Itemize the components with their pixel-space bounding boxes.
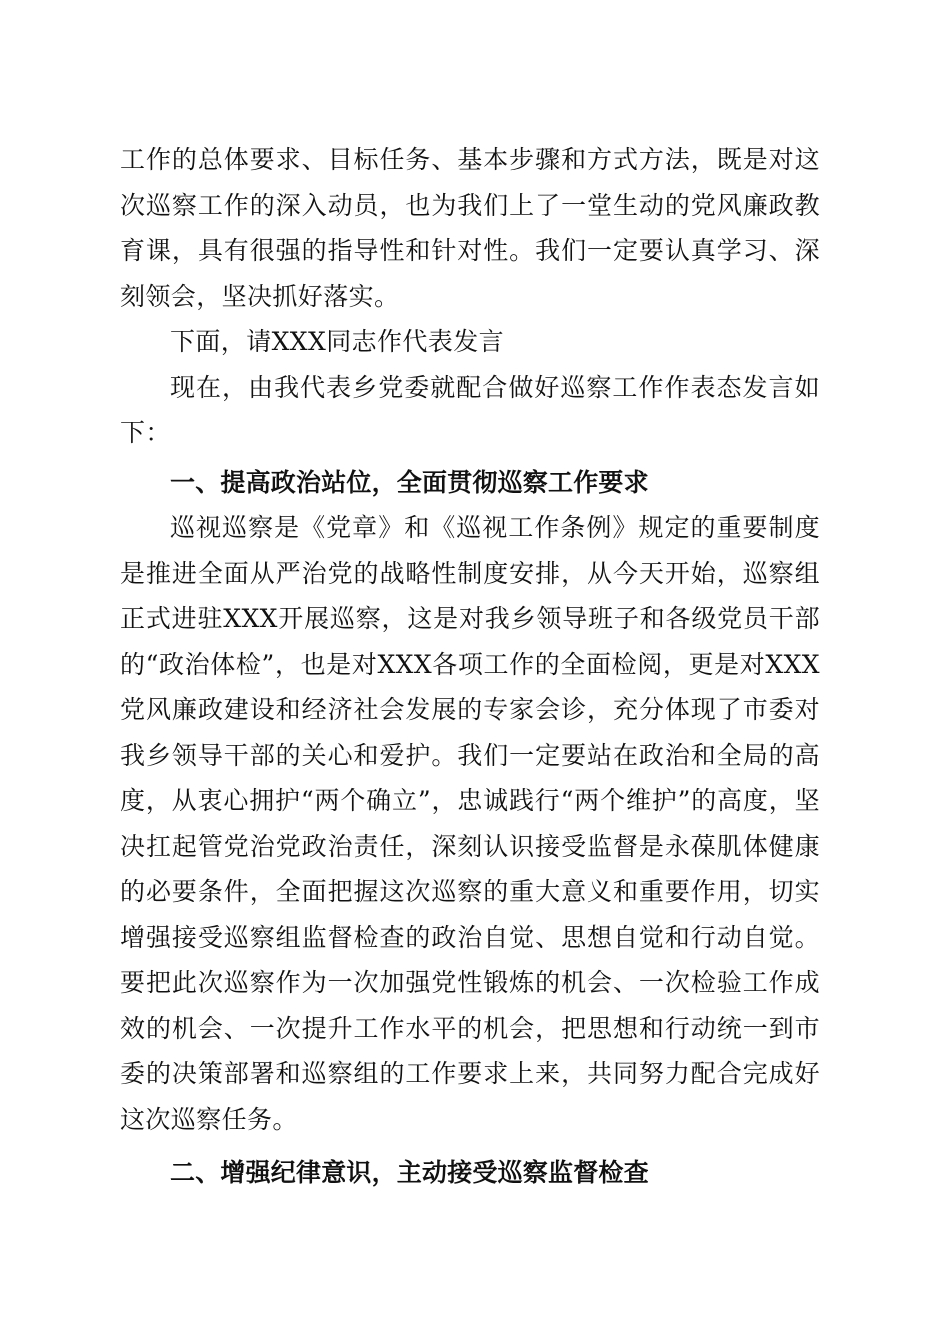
paragraph-speaker-invitation: 下面，请XXX同志作代表发言	[170, 327, 504, 356]
paragraph-section-1-body: 巡视巡察是《党章》和《巡视工作条例》规定的重要制度是推进全面从严治党的战略性制度安排，从今天开始，巡察组正式进驻XXX开展巡察，这是对我乡领导班子和各级党员干部的“政治体检”，也是对XXX各项工作的全面检阅，更是对XXX党风廉政建设和经济社会发展的专家会诊，充分体现了市委对我乡领导干部的关心和爱护。我们一定要站在政治和全局的高度，从衷心拥护“两个确立”，忠诚践行“两个维护”的高度，坚决扛起管党治党政治责任，深刻认识接受监督是永葆肌体健康的必要条件，全面把握这次巡察的重大意义和重要作用，切实增强接受巡察组监督检查的政治自觉、思想自觉和行动自觉。要把此次巡察作为一次加强党性锻炼的机会、一次检验工作成效的机会、一次提升工作水平的机会，把思想和行动统一到市委的决策部署和巡察组的工作要求上来，共同努力配合完成好这次巡察任务。	[120, 513, 820, 1134]
section-heading-1: 一、提高政治站位，全面贯彻巡察工作要求	[170, 467, 649, 497]
document-body	[120, 137, 820, 1196]
paragraph-statement-intro: 现在，由我代表乡党委就配合做好巡察工作作表态发言如下：	[120, 372, 820, 447]
section-heading-2: 二、增强纪律意识，主动接受巡察监督检查	[170, 1158, 649, 1187]
paragraph-continuation: 工作的总体要求、目标任务、基本步骤和方式方法，既是对这次巡察工作的深入动员，也为我们上了一堂生动的党风廉政教育课，具有很强的指导性和针对性。我们一定要认真学习、深刻领会，坚决抓好落实。	[120, 145, 820, 311]
